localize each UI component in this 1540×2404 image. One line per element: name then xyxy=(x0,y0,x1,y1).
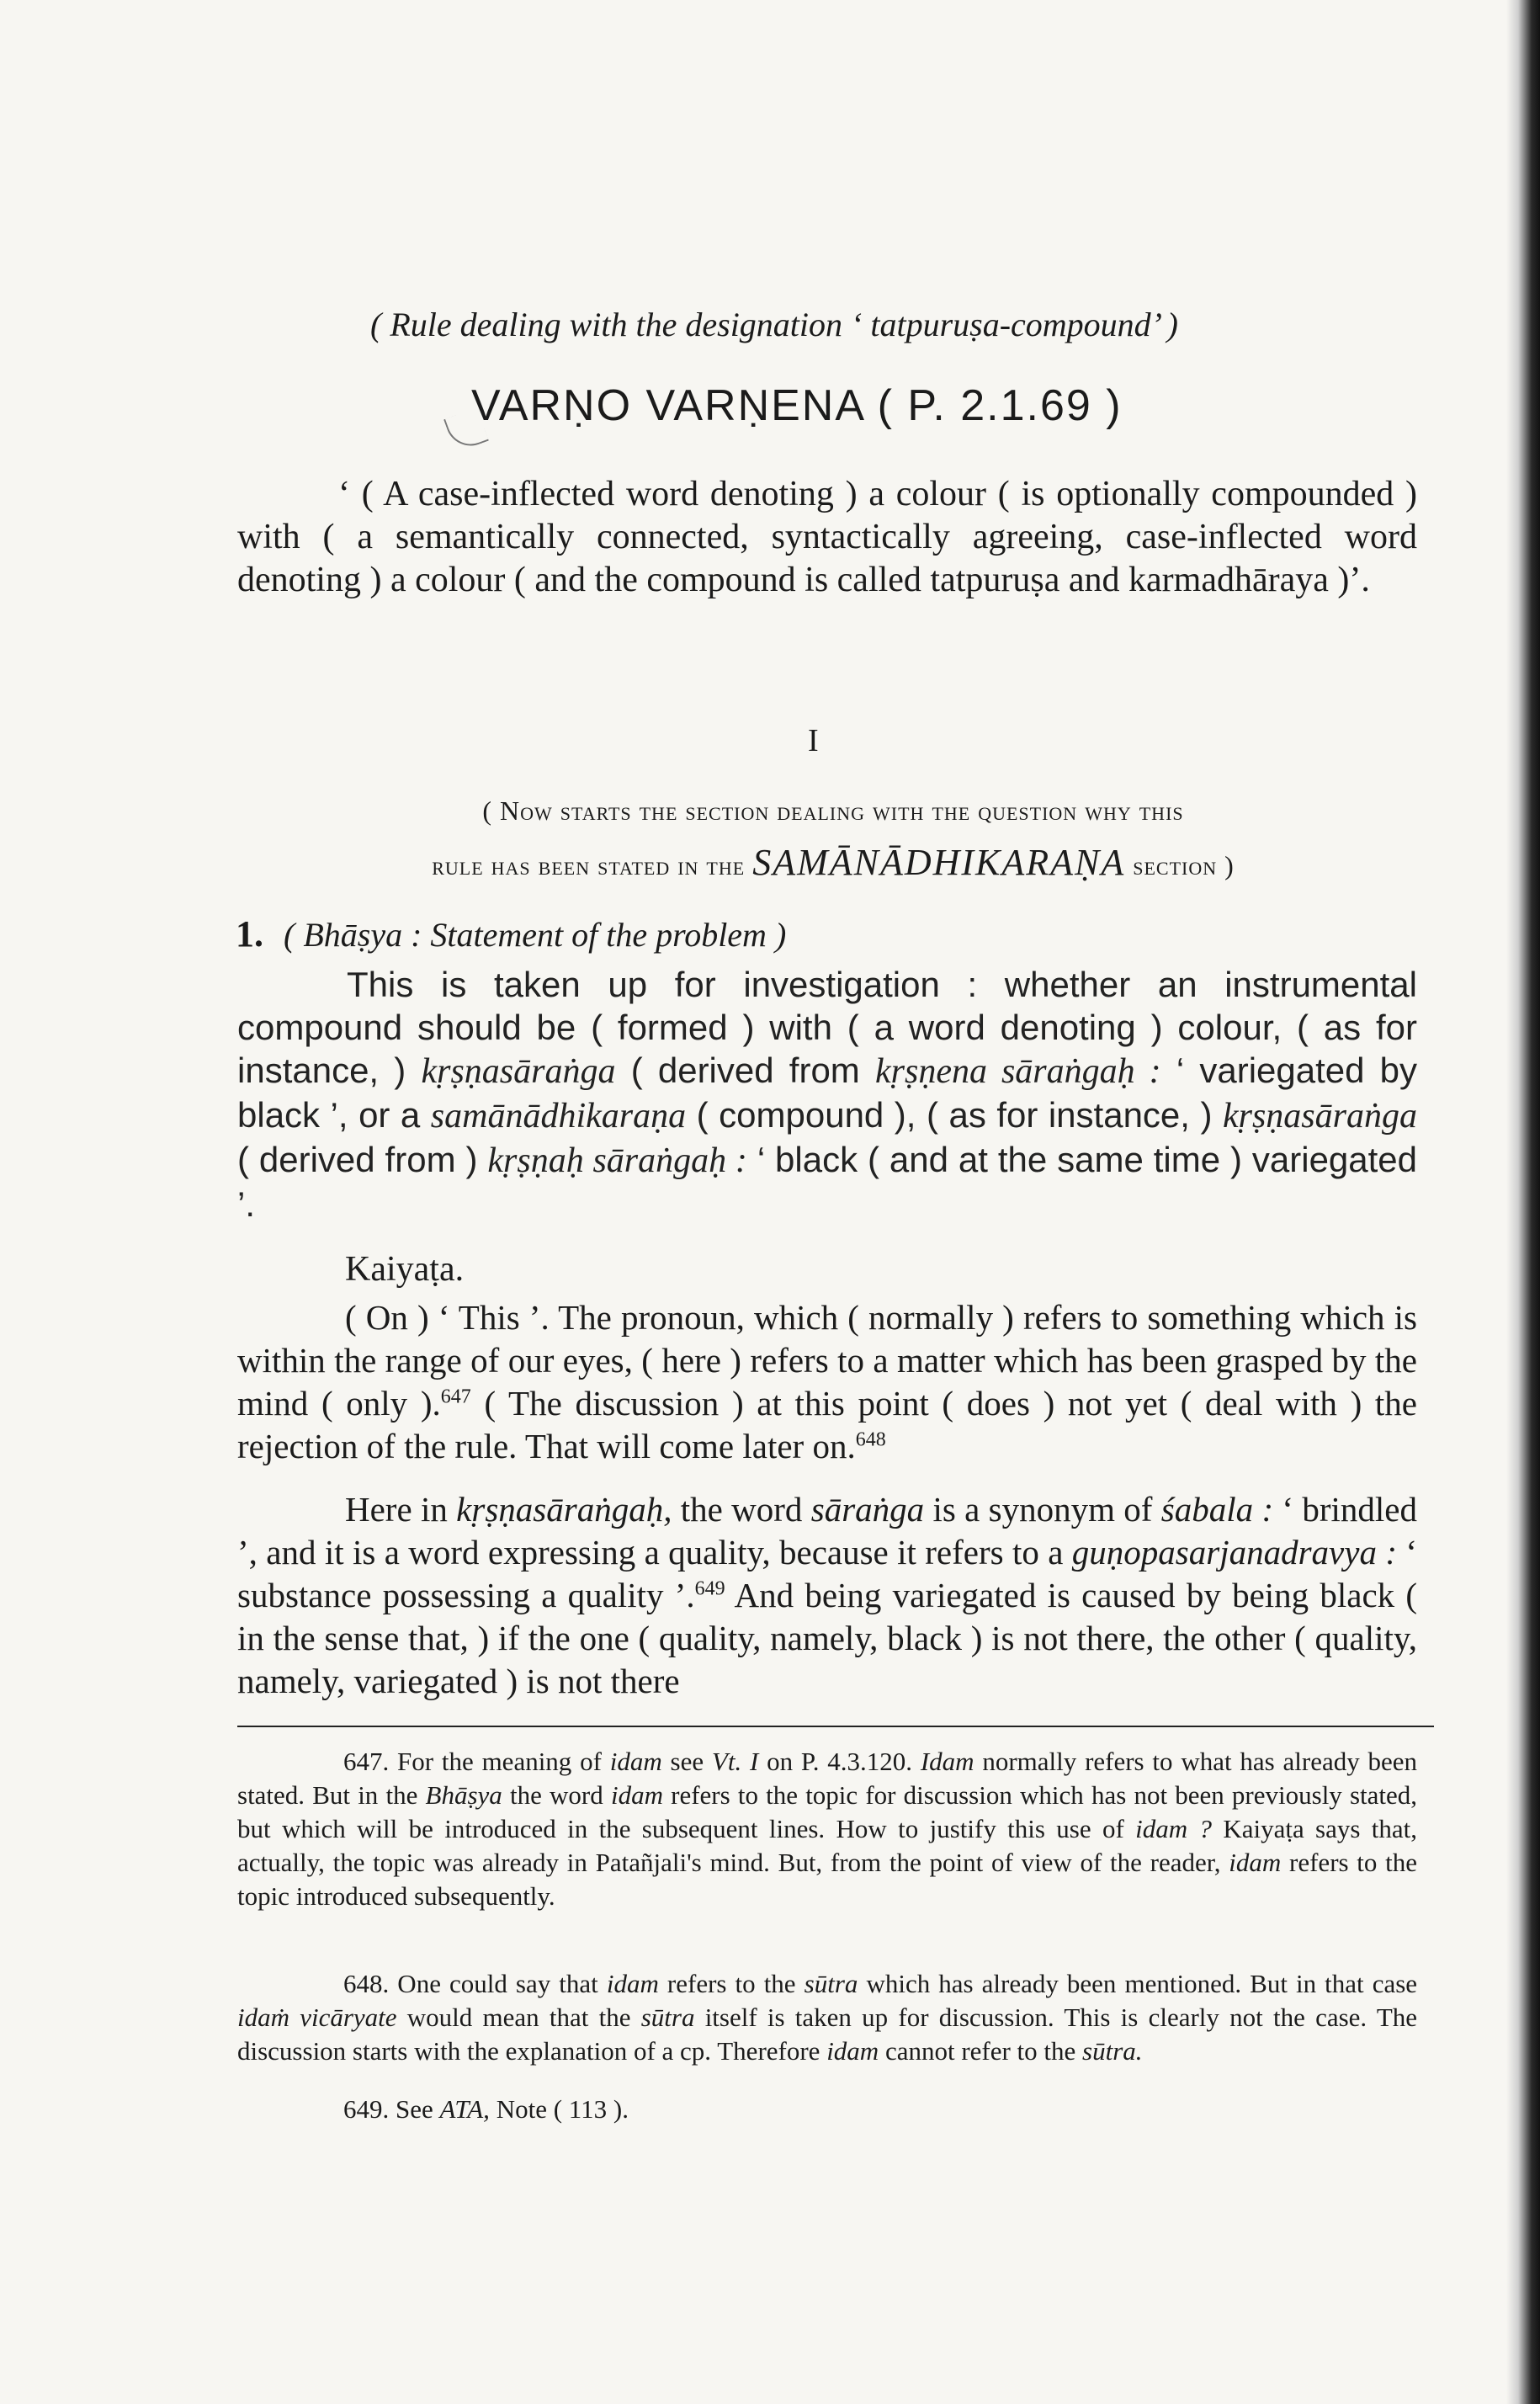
fn647-text-g: Kaiyaṭa says that, actually, the topic was already in Patañjali's mind. But, from the point of view of the reader, xyxy=(237,1814,1418,1877)
section-title-line2a: rule has been stated in the xyxy=(432,850,746,880)
fn648-text-a: 648. One could say that xyxy=(343,1969,598,1998)
fn649-ata: ATA, xyxy=(439,2094,490,2124)
fn647-idam-4: idam ? xyxy=(1135,1814,1212,1843)
kaiyata-p2-text-f: And being variegated is caused by being black ( in the sense that, ) if the one ( quality, namely, black ) is not there, the other ( quality, namely, variegated ) is not there xyxy=(237,1576,1417,1700)
fn648-text-b: refers to the xyxy=(666,1969,796,1998)
term-saranga: sāraṅga xyxy=(810,1490,925,1529)
fn648-idam-1: idam xyxy=(606,1969,659,1998)
sutra-translation: ‘ ( A case-inflected word denoting ) a colour ( is optionally compounded ) with ( a semantically connected, syntactically agreeing, case-inflected word denoting ) a colour ( and the compound is called tatpuruṣa and karmadhāraya )’. xyxy=(237,475,1417,599)
kaiyata-heading: Kaiyaṭa. xyxy=(345,1250,465,1289)
kaiyata-p2-text-d: ‘ brindled ’, and it is a word expressing a quality, because it refers to a xyxy=(237,1490,1418,1572)
footnote-647 xyxy=(237,1745,1417,1913)
section-title-line1: ( Now starts the section dealing with the question why this xyxy=(482,795,1184,826)
bhasya-label: ( Bhāṣya : Statement of the problem ) xyxy=(284,916,787,954)
section-numeral: I xyxy=(808,723,819,758)
fn648-idam-2: idam xyxy=(826,2036,879,2066)
term-krsnah-sarangah: kṛṣṇaḥ sāraṅgaḥ : xyxy=(487,1141,747,1180)
kaiyata-p2-text-b: the word xyxy=(680,1490,803,1529)
kaiyata-p1-text-b: ( The discussion ) at this point ( does ) not yet ( deal with ) the rejection of the rule. That will come later on. xyxy=(237,1384,1418,1465)
fn647-text-h: refers to the topic introduced subsequently. xyxy=(237,1848,1418,1911)
fn648-sutra-1: sūtra xyxy=(804,1969,858,1998)
fn647-text-c: on P. 4.3.120. xyxy=(767,1747,913,1776)
term-samanadhikarana: samānādhikaraṇa xyxy=(430,1097,687,1136)
fn647-idam-5: idam xyxy=(1229,1848,1282,1877)
fn649-text-b: Note ( 113 ). xyxy=(496,2094,629,2124)
bhasya-heading xyxy=(236,912,786,955)
fn648-text-f: cannot refer to the xyxy=(884,2036,1076,2066)
bhasya-text-1: This is taken up for investigation : whether an instrumental compound should be ( formed ) with ( a word denoting ) colour, ( as for instance, ) xyxy=(237,965,1417,1090)
term-sabala: śabala : xyxy=(1160,1490,1274,1529)
fn648-text-d: would mean that the xyxy=(406,2002,631,2032)
term-krsnasaranga-1: kṛṣṇasāraṅga xyxy=(421,1052,616,1091)
sutra-title: VARṆO VARṆENA ( P. 2.1.69 ) xyxy=(471,381,1123,430)
bhasya-text-3: ‘ variegated by black ’, or a xyxy=(237,1050,1418,1135)
fn647-text-e: the word xyxy=(510,1780,603,1810)
fn648-text-e: itself is taken up for discussion. This is clearly not the case. The discussion starts with the explanation of a cp. Therefore xyxy=(237,2002,1418,2066)
term-gunopasarjanadravya: guṇopasarjanadravya : xyxy=(1071,1533,1397,1572)
bhasya-text-6: ‘ black ( and at the same time ) variegated ’. xyxy=(237,1140,1418,1224)
fn647-idam-1: idam xyxy=(609,1747,662,1776)
fn647-idam-2: Idam xyxy=(920,1747,974,1776)
fn648-idam-vicaryate: idaṁ vicāryate xyxy=(237,2002,397,2032)
term-krsnasarangah: kṛṣṇasāraṅgaḥ, xyxy=(456,1490,672,1529)
section-title xyxy=(303,784,1363,891)
fn648-sutra-3: sūtra. xyxy=(1082,2036,1143,2066)
bhasya-number: 1. xyxy=(236,913,263,955)
page-edge-shadow xyxy=(1506,0,1540,2404)
footnote-649 xyxy=(237,2093,1417,2126)
fn647-text-d: normally refers to what has already been stated. But in the xyxy=(237,1747,1418,1810)
bhasya-text xyxy=(237,963,1417,1226)
section-title-term: SAMĀNĀDHIKARAṆA xyxy=(752,842,1126,883)
fn647-text-a: 647. For the meaning of xyxy=(343,1747,602,1776)
fn647-bhasya: Bhāṣya xyxy=(425,1780,502,1810)
fn648-sutra-2: sūtra xyxy=(640,2002,695,2032)
fn648-text-c: which has already been mentioned. But in that case xyxy=(866,1969,1418,1998)
kaiyata-p1-text-a: ( On ) ‘ This ’. The pronoun, which ( normally ) refers to something which is within the range of our eyes, ( here ) refers to a matter which has been grasped by the mind ( only ). xyxy=(237,1298,1417,1423)
fn647-idam-3: idam xyxy=(610,1780,663,1810)
rule-heading: ( Rule dealing with the designation ‘ tatpuruṣa-compound’ ) xyxy=(370,306,1178,343)
bhasya-text-2: ( derived from xyxy=(630,1050,860,1090)
kaiyata-paragraph-1 xyxy=(237,1296,1417,1468)
kaiyata-p2-text-c: is a synonym of xyxy=(932,1490,1153,1529)
term-krsnena-sarangah: kṛṣṇena sāraṅgaḥ : xyxy=(874,1052,1161,1091)
bhasya-text-5: ( derived from ) xyxy=(237,1140,478,1179)
kaiyata-p2-text-e: ‘ substance possessing a quality ’. xyxy=(237,1533,1418,1614)
bhasya-text-4: ( compound ), ( as for instance, ) xyxy=(696,1095,1213,1135)
footnote-divider xyxy=(237,1726,1434,1727)
kaiyata-p2-text-a: Here in xyxy=(345,1490,448,1529)
term-krsnasaranga-2: kṛṣṇasāraṅga xyxy=(1222,1097,1417,1136)
footnote-ref-649[interactable]: 649 xyxy=(694,1577,725,1600)
footnote-ref-647[interactable]: 647 xyxy=(440,1385,471,1408)
kaiyata-paragraph-2 xyxy=(237,1488,1417,1703)
footnote-ref-648[interactable]: 648 xyxy=(855,1428,886,1451)
fn647-text-f: refers to the topic for discussion which has not been previously stated, but which will be introduced in the subsequent lines. How to justify this use of xyxy=(237,1780,1418,1843)
fn649-text-a: 649. See xyxy=(343,2094,433,2124)
fn647-vt: Vt. I xyxy=(711,1747,759,1776)
fn647-text-b: see xyxy=(670,1747,704,1776)
section-title-line2c: section ) xyxy=(1133,850,1235,880)
footnote-648 xyxy=(237,1967,1417,2068)
